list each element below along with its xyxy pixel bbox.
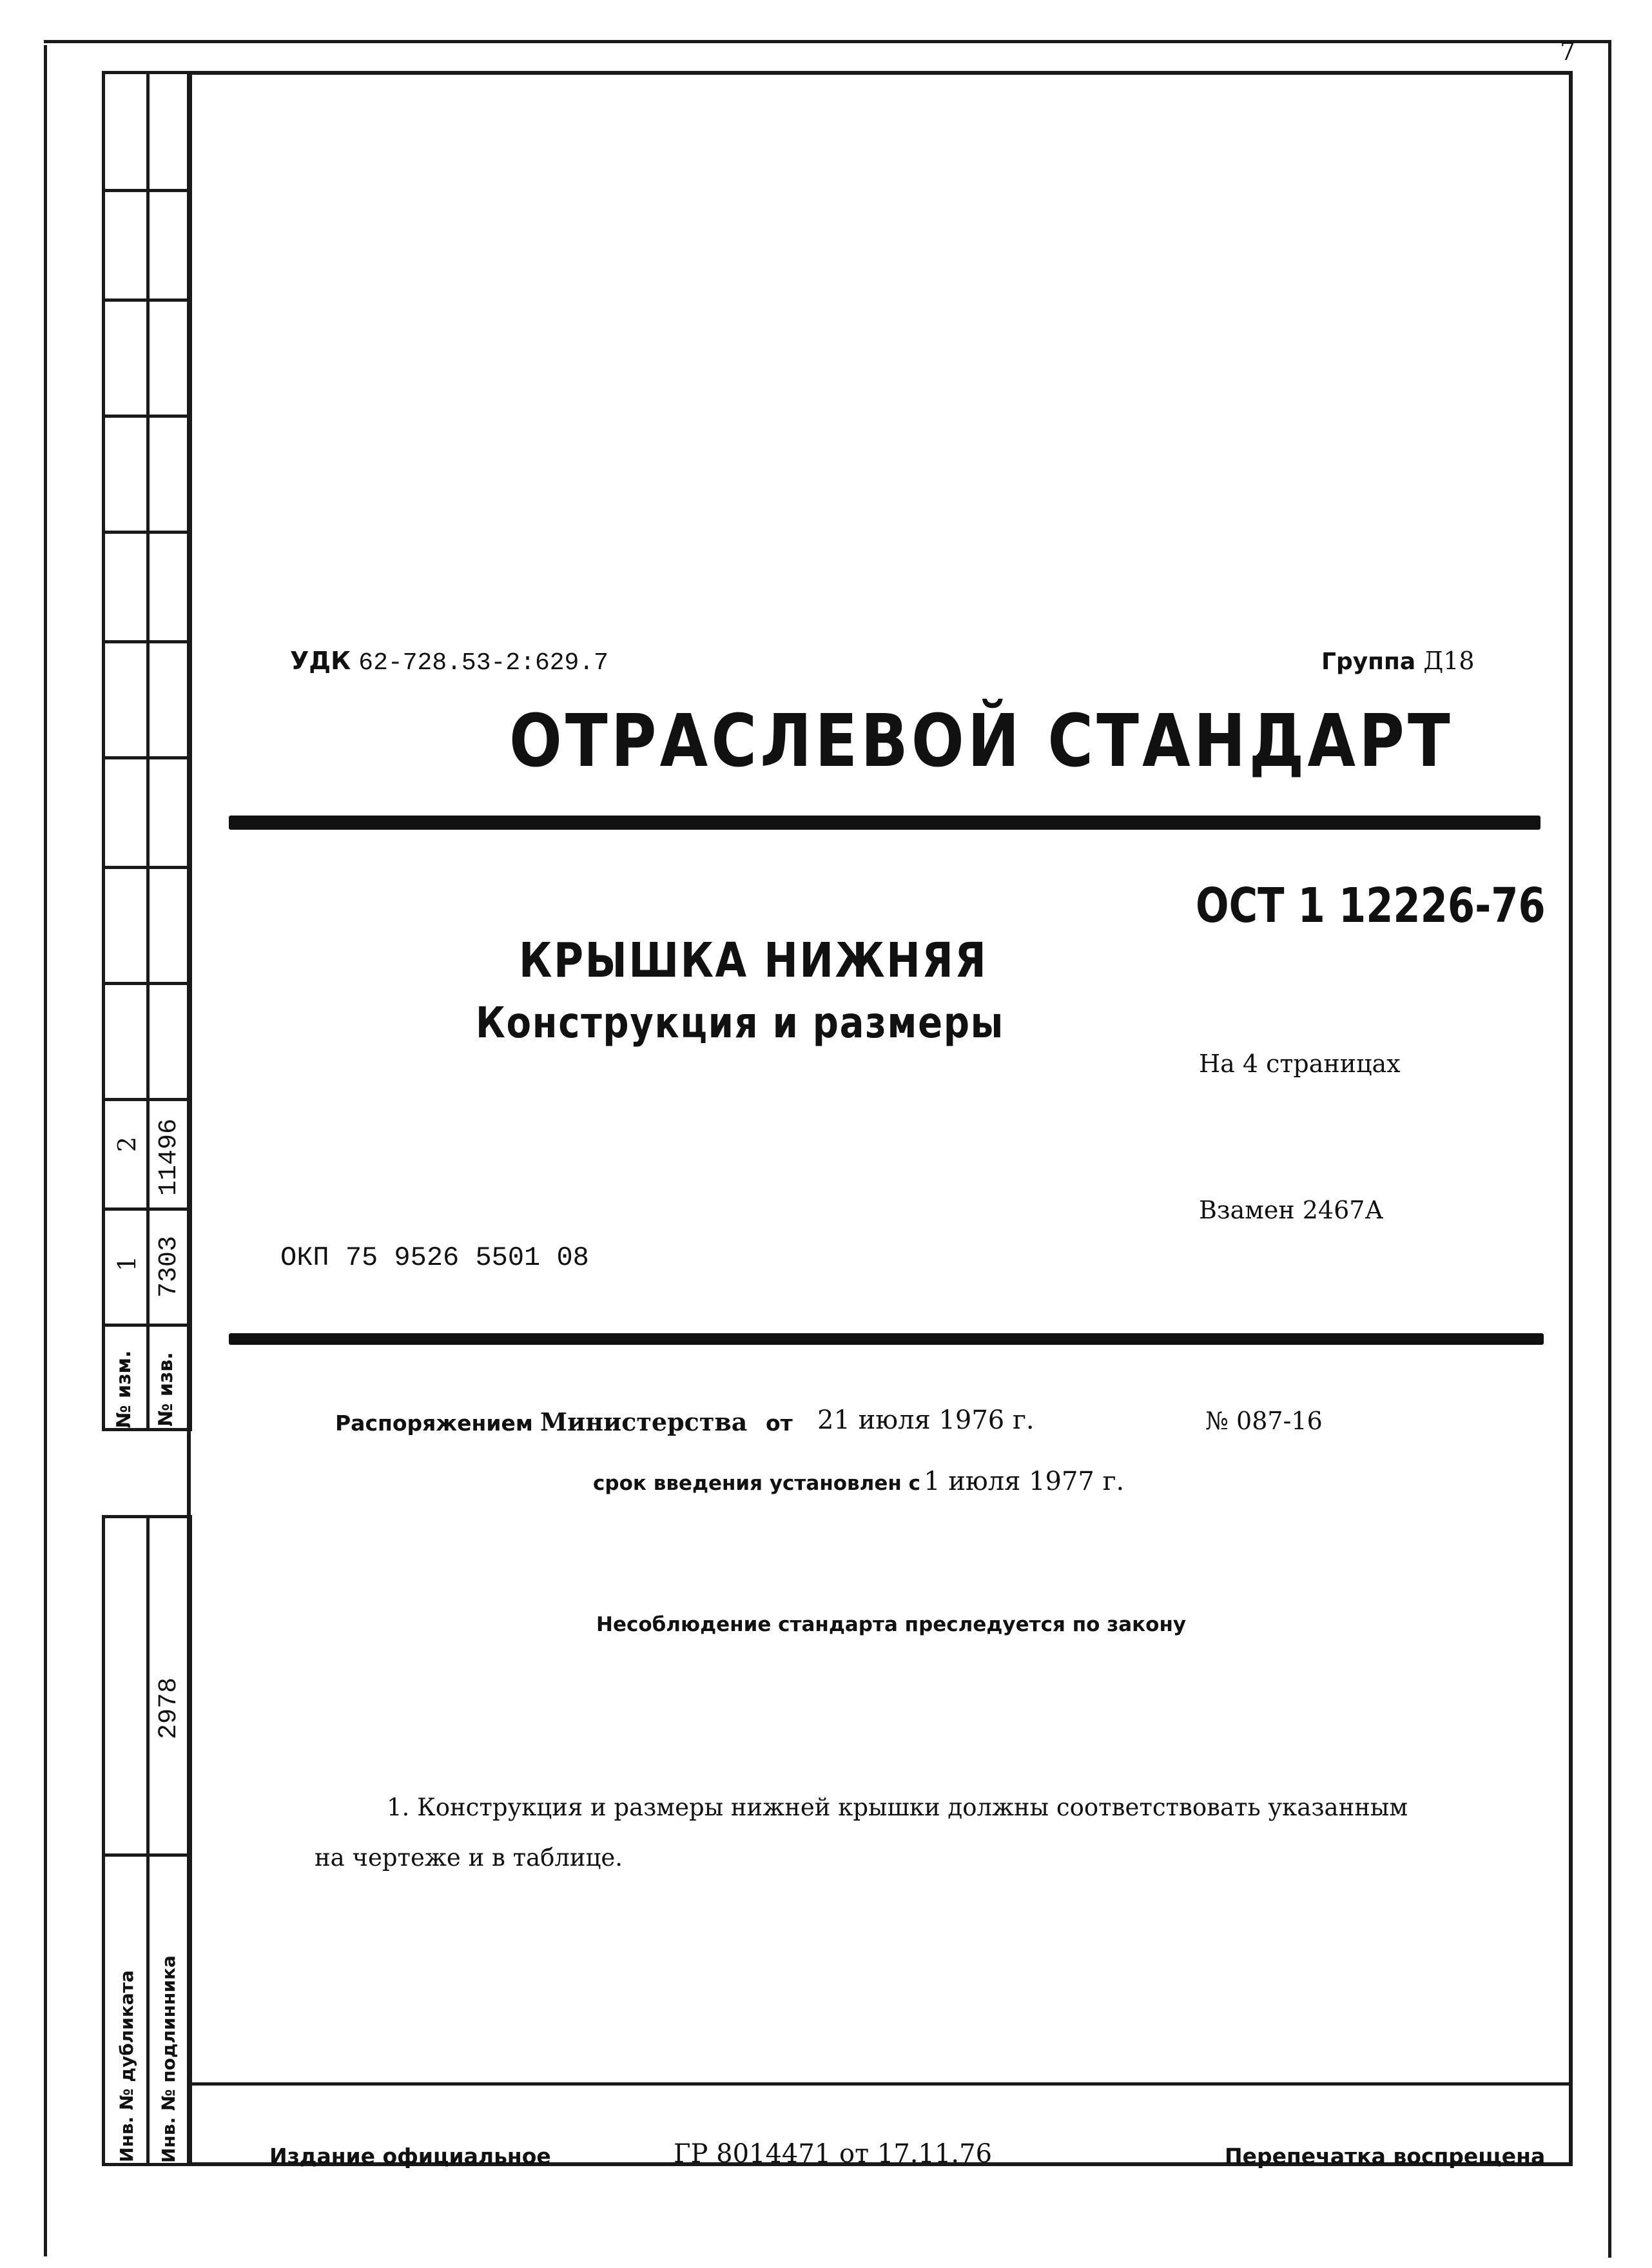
order-number: № 087-16 <box>1205 1407 1323 1435</box>
sheet-top-edge <box>44 40 1610 43</box>
udk-value: 62-728.53-2:629.7 <box>358 649 608 677</box>
changes-label: № изм. <box>113 1350 135 1429</box>
page-number: 7 <box>1560 37 1576 66</box>
group-line <box>1321 647 1475 675</box>
replaces: Взамен 2467А <box>1199 1196 1384 1224</box>
pages-count: На 4 страницах <box>1199 1050 1401 1078</box>
notice-1: 7303 <box>155 1236 184 1298</box>
notice-2: 11496 <box>155 1118 184 1197</box>
sheet-left-edge <box>44 45 47 2256</box>
order-label: Распоряжением <box>335 1411 533 1436</box>
order-ministry: Министерства <box>540 1407 748 1436</box>
title-rule <box>229 1333 1544 1345</box>
header-title: ОТРАСЛЕВОЙ СТАНДАРТ <box>509 699 1453 783</box>
footer-edition: Издание официальное <box>269 2144 551 2169</box>
paragraph-1-line-2: на чертеже и в таблице. <box>315 1844 623 1872</box>
order-from: от <box>766 1411 793 1436</box>
effective-text: срок введения установлен с <box>593 1472 920 1495</box>
duplicate-inventory-label: Инв. № дубликата <box>116 1970 137 2162</box>
original-inventory-number: 2978 <box>155 1677 184 1740</box>
udk-line <box>290 647 608 677</box>
doc-title: КРЫШКА НИЖНЯЯ <box>519 933 988 988</box>
doc-subtitle: Конструкция и размеры <box>476 998 1005 1048</box>
standard-number: ОСТ 1 12226-76 <box>1196 878 1546 934</box>
header-rule <box>229 816 1540 830</box>
sheet-right-edge <box>1608 40 1611 2258</box>
change-1: 1 <box>113 1255 141 1272</box>
notice-label: № изв. <box>155 1352 177 1427</box>
legal-notice: Несоблюдение стандарта преследуется по закону <box>596 1613 1187 1636</box>
effective-line <box>593 1467 1124 1496</box>
footer-reprint: Перепечатка воспрещена <box>1225 2144 1546 2169</box>
udk-label: УДК <box>290 647 351 675</box>
order-date: 21 июля 1976 г. <box>817 1405 1035 1435</box>
footer-registration: ГР 8014471 от 17.11.76 <box>674 2139 993 2169</box>
change-2: 2 <box>113 1136 141 1153</box>
footer-rule <box>191 2082 1570 2086</box>
group-label: Группа <box>1321 649 1416 675</box>
effective-date: 1 июля 1977 г. <box>924 1467 1125 1496</box>
original-inventory-label: Инв. № подлинника <box>158 1955 179 2163</box>
okp-code: ОКП 75 9526 5501 08 <box>280 1242 589 1273</box>
group-value: Д18 <box>1423 647 1475 675</box>
paragraph-1-line-1: 1. Конструкция и размеры нижней крышки должны соответствовать указанным <box>387 1794 1408 1821</box>
